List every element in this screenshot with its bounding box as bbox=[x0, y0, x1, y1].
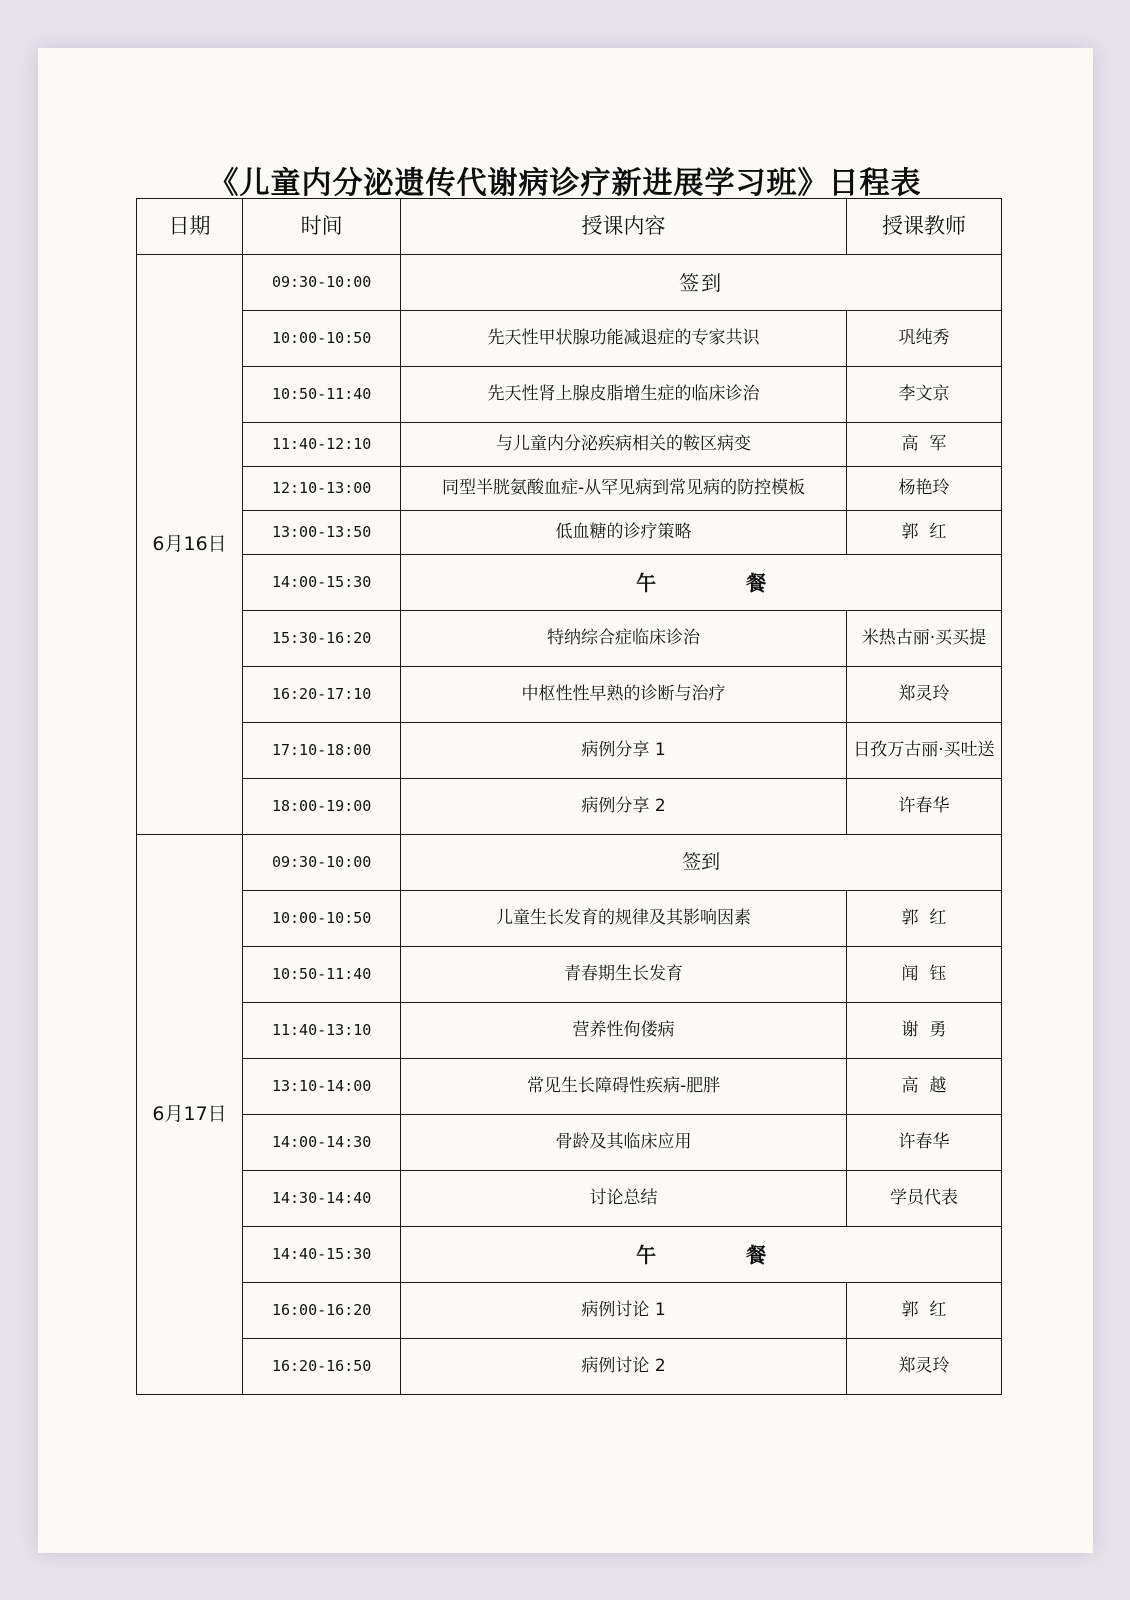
schedule-table bbox=[136, 198, 1002, 1395]
table-row bbox=[137, 1115, 1002, 1171]
date-cell: 6月17日 bbox=[137, 835, 243, 1395]
table-row bbox=[137, 1171, 1002, 1227]
time-cell: 17:10-18:00 bbox=[243, 723, 401, 779]
table-row bbox=[137, 1059, 1002, 1115]
table-row bbox=[137, 1003, 1002, 1059]
time-cell: 14:40-15:30 bbox=[243, 1227, 401, 1283]
teacher-cell: 闻 钰 bbox=[846, 947, 1001, 1003]
time-cell: 16:20-16:50 bbox=[243, 1339, 401, 1395]
table-row bbox=[137, 667, 1002, 723]
topic-cell: 病例分享 2 bbox=[401, 779, 847, 835]
teacher-cell: 郑灵玲 bbox=[846, 1339, 1001, 1395]
lunch-cell bbox=[401, 555, 1002, 611]
signin-cell: 签到 bbox=[401, 835, 1002, 891]
topic-cell: 青春期生长发育 bbox=[401, 947, 847, 1003]
teacher-cell: 李文京 bbox=[846, 367, 1001, 423]
topic-cell: 儿童生长发育的规律及其影响因素 bbox=[401, 891, 847, 947]
header-topic: 授课内容 bbox=[401, 199, 847, 255]
topic-cell: 病例分享 1 bbox=[401, 723, 847, 779]
time-cell: 10:00-10:50 bbox=[243, 891, 401, 947]
header-time: 时间 bbox=[243, 199, 401, 255]
table-row bbox=[137, 723, 1002, 779]
teacher-cell: 米热古丽·买买提 bbox=[846, 611, 1001, 667]
time-cell: 10:00-10:50 bbox=[243, 311, 401, 367]
teacher-cell: 杨艳玲 bbox=[846, 467, 1001, 511]
teacher-cell: 郑灵玲 bbox=[846, 667, 1001, 723]
table-header-row bbox=[137, 199, 1002, 255]
topic-cell: 常见生长障碍性疾病-肥胖 bbox=[401, 1059, 847, 1115]
table-row bbox=[137, 467, 1002, 511]
time-cell: 14:00-14:30 bbox=[243, 1115, 401, 1171]
table-row bbox=[137, 1339, 1002, 1395]
topic-cell: 病例讨论 2 bbox=[401, 1339, 847, 1395]
header-teacher: 授课教师 bbox=[846, 199, 1001, 255]
teacher-cell: 日孜万古丽·买吐送 bbox=[846, 723, 1001, 779]
teacher-cell: 谢 勇 bbox=[846, 1003, 1001, 1059]
topic-cell: 先天性甲状腺功能减退症的专家共识 bbox=[401, 311, 847, 367]
table-row bbox=[137, 511, 1002, 555]
page-title: 《儿童内分泌遗传代谢病诊疗新进展学习班》日程表 bbox=[208, 166, 922, 201]
table-row bbox=[137, 835, 1002, 891]
topic-cell: 营养性佝偻病 bbox=[401, 1003, 847, 1059]
time-cell: 16:20-17:10 bbox=[243, 667, 401, 723]
table-row bbox=[137, 611, 1002, 667]
table-row bbox=[137, 255, 1002, 311]
table-row bbox=[137, 1227, 1002, 1283]
signin-cell: 签到 bbox=[401, 255, 1002, 311]
teacher-cell: 学员代表 bbox=[846, 1171, 1001, 1227]
time-cell: 18:00-19:00 bbox=[243, 779, 401, 835]
lunch-label-right: 餐 bbox=[746, 570, 767, 595]
topic-cell: 同型半胱氨酸血症-从罕见病到常见病的防控模板 bbox=[401, 467, 847, 511]
table-row bbox=[137, 779, 1002, 835]
table-row bbox=[137, 367, 1002, 423]
date-cell: 6月16日 bbox=[137, 255, 243, 835]
time-cell: 13:00-13:50 bbox=[243, 511, 401, 555]
teacher-cell: 高 越 bbox=[846, 1059, 1001, 1115]
teacher-cell: 高 军 bbox=[846, 423, 1001, 467]
table-row bbox=[137, 891, 1002, 947]
time-cell: 10:50-11:40 bbox=[243, 947, 401, 1003]
time-cell: 14:30-14:40 bbox=[243, 1171, 401, 1227]
table-row bbox=[137, 555, 1002, 611]
topic-cell: 特纳综合症临床诊治 bbox=[401, 611, 847, 667]
topic-cell: 讨论总结 bbox=[401, 1171, 847, 1227]
teacher-cell: 郭 红 bbox=[846, 1283, 1001, 1339]
topic-cell: 与儿童内分泌疾病相关的鞍区病变 bbox=[401, 423, 847, 467]
time-cell: 15:30-16:20 bbox=[243, 611, 401, 667]
teacher-cell: 郭 红 bbox=[846, 511, 1001, 555]
table-row bbox=[137, 311, 1002, 367]
header-date: 日期 bbox=[137, 199, 243, 255]
time-cell: 14:00-15:30 bbox=[243, 555, 401, 611]
time-cell: 09:30-10:00 bbox=[243, 835, 401, 891]
time-cell: 13:10-14:00 bbox=[243, 1059, 401, 1115]
lunch-cell bbox=[401, 1227, 1002, 1283]
lunch-label-left: 午 bbox=[636, 570, 657, 595]
time-cell: 12:10-13:00 bbox=[243, 467, 401, 511]
time-cell: 10:50-11:40 bbox=[243, 367, 401, 423]
table-row bbox=[137, 1283, 1002, 1339]
topic-cell: 低血糖的诊疗策略 bbox=[401, 511, 847, 555]
time-cell: 11:40-13:10 bbox=[243, 1003, 401, 1059]
time-cell: 16:00-16:20 bbox=[243, 1283, 401, 1339]
topic-cell: 中枢性性早熟的诊断与治疗 bbox=[401, 667, 847, 723]
lunch-label-right: 餐 bbox=[746, 1242, 767, 1267]
topic-cell: 先天性肾上腺皮脂增生症的临床诊治 bbox=[401, 367, 847, 423]
lunch-label-left: 午 bbox=[636, 1242, 657, 1267]
table-row bbox=[137, 423, 1002, 467]
topic-cell: 骨龄及其临床应用 bbox=[401, 1115, 847, 1171]
teacher-cell: 许春华 bbox=[846, 779, 1001, 835]
teacher-cell: 郭 红 bbox=[846, 891, 1001, 947]
table-row bbox=[137, 947, 1002, 1003]
teacher-cell: 许春华 bbox=[846, 1115, 1001, 1171]
topic-cell: 病例讨论 1 bbox=[401, 1283, 847, 1339]
teacher-cell: 巩纯秀 bbox=[846, 311, 1001, 367]
time-cell: 11:40-12:10 bbox=[243, 423, 401, 467]
time-cell: 09:30-10:00 bbox=[243, 255, 401, 311]
